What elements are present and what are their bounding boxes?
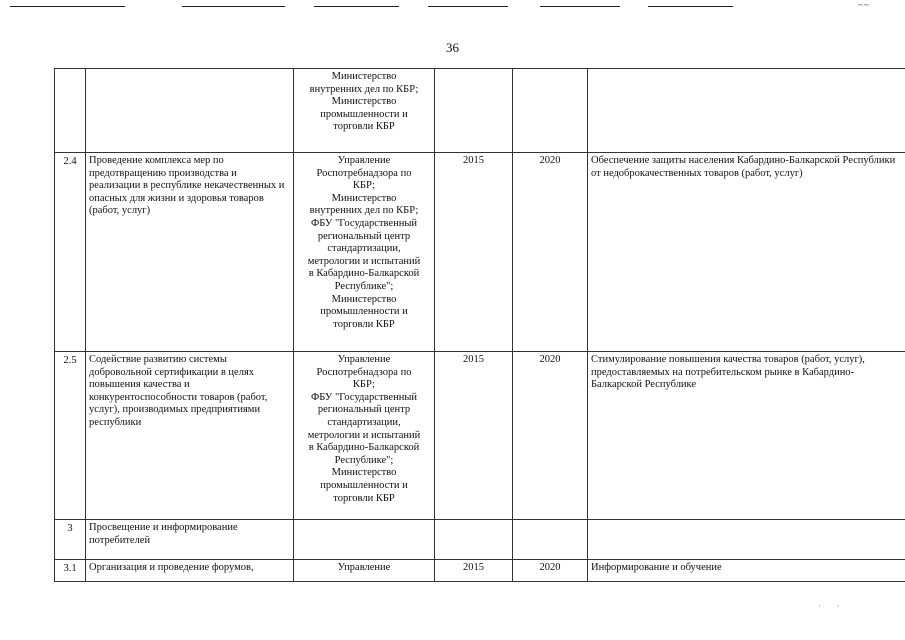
executor-line: КБР; [352, 379, 376, 391]
end-year-cell: 2020 [513, 352, 588, 520]
table-row [55, 69, 905, 153]
executor-line: стандартизации, [327, 416, 401, 428]
executor-line: Министерство [331, 71, 397, 82]
table-row [55, 352, 905, 520]
executor-line: Управление [337, 155, 391, 166]
activity-cell: Организация и проведение форумов, [86, 560, 294, 582]
executor-line: торговли КБР [333, 318, 395, 330]
activity-cell: Содействие развитию системы добровольной сертификации в целях повышения качества и конкурентоспособности товаров (работ, услуг), производимых предприятиями республики [86, 352, 294, 520]
executor-line: торговли КБР [333, 492, 395, 504]
executors-cell [294, 352, 435, 520]
scan-specks: ˙ ˙ [818, 604, 840, 613]
row-number: 3.1 [55, 560, 86, 582]
end-year-cell [513, 69, 588, 153]
executor-line: промышленности и [320, 306, 408, 318]
executor-line: внутренних дел по КБР; [309, 83, 419, 95]
executor-line: Управление [337, 562, 391, 573]
executor-line: внутренних дел по КБР; [309, 205, 419, 217]
start-year-cell [435, 520, 513, 560]
table-body [55, 69, 905, 582]
activity-cell: Проведение комплекса мер по предотвращению производства и реализации в республике некачественных и опасных для жизни и здоровья товаров (работ, услуг) [86, 153, 294, 352]
row-number: 2.5 [55, 352, 86, 520]
table-row [55, 560, 905, 582]
executor-line: Министерство [331, 467, 397, 479]
top-rule [540, 6, 620, 7]
top-rule [10, 6, 125, 7]
executor-line: метрологии и испытаний [307, 429, 421, 441]
executor-line: Роспотребнадзора по [316, 366, 412, 378]
result-cell [588, 69, 905, 153]
row-number: 2.4 [55, 153, 86, 352]
top-rule [314, 6, 399, 7]
executor-line: в Кабардино-Балкарской [308, 442, 420, 454]
start-year-cell: 2015 [435, 560, 513, 582]
executor-line: Министерство [331, 192, 397, 204]
end-year-cell [513, 520, 588, 560]
table-row [55, 520, 905, 560]
executor-line: Республике"; [334, 454, 394, 466]
table-row [55, 153, 905, 352]
executors-cell [294, 520, 435, 560]
executor-line: в Кабардино-Балкарской [308, 268, 420, 280]
program-table [54, 68, 905, 582]
start-year-cell: 2015 [435, 153, 513, 352]
top-rule [182, 6, 285, 7]
executors-cell [294, 560, 435, 582]
result-cell: Стимулирование повышения качества товаров (работ, услуг), предоставляемых на потребительском рынке в Кабардино-Балкарской Республике [588, 352, 905, 520]
executor-line: Управление [337, 354, 391, 365]
executor-line: Республике"; [334, 280, 394, 292]
executor-line: Роспотребнадзора по [316, 167, 412, 179]
executor-line: метрологии и испытаний [307, 255, 421, 267]
executor-line: торговли КБР [333, 121, 395, 133]
executor-line: Министерство [331, 96, 397, 108]
activity-cell: Просвещение и информирование потребителей [86, 520, 294, 560]
end-year-cell: 2020 [513, 560, 588, 582]
result-cell: Обеспечение защиты населения Кабардино-Балкарской Республики от недоброкачественных товаров (работ, услуг) [588, 153, 905, 352]
page-number: 36 [446, 40, 459, 55]
executor-line: промышленности и [320, 479, 408, 491]
executor-line: ФБУ "Государственный [310, 391, 418, 403]
executor-line: ФБУ "Государственный [310, 217, 418, 229]
executors-cell [294, 69, 435, 153]
executor-line: Министерство [331, 293, 397, 305]
executor-line: региональный центр [317, 230, 411, 242]
start-year-cell: 2015 [435, 352, 513, 520]
row-number: 3 [55, 520, 86, 560]
executors-cell [294, 153, 435, 352]
start-year-cell [435, 69, 513, 153]
executor-line: КБР; [352, 180, 376, 192]
corner-mark: ~~ [858, 0, 870, 10]
activity-cell [86, 69, 294, 153]
end-year-cell: 2020 [513, 153, 588, 352]
executor-line: промышленности и [320, 108, 408, 120]
executor-line: региональный центр [317, 404, 411, 416]
top-rule [648, 6, 733, 7]
row-number [55, 69, 86, 153]
result-cell: Информирование и обучение [588, 560, 905, 582]
result-cell [588, 520, 905, 560]
top-rule [428, 6, 508, 7]
executor-line: стандартизации, [327, 243, 401, 255]
